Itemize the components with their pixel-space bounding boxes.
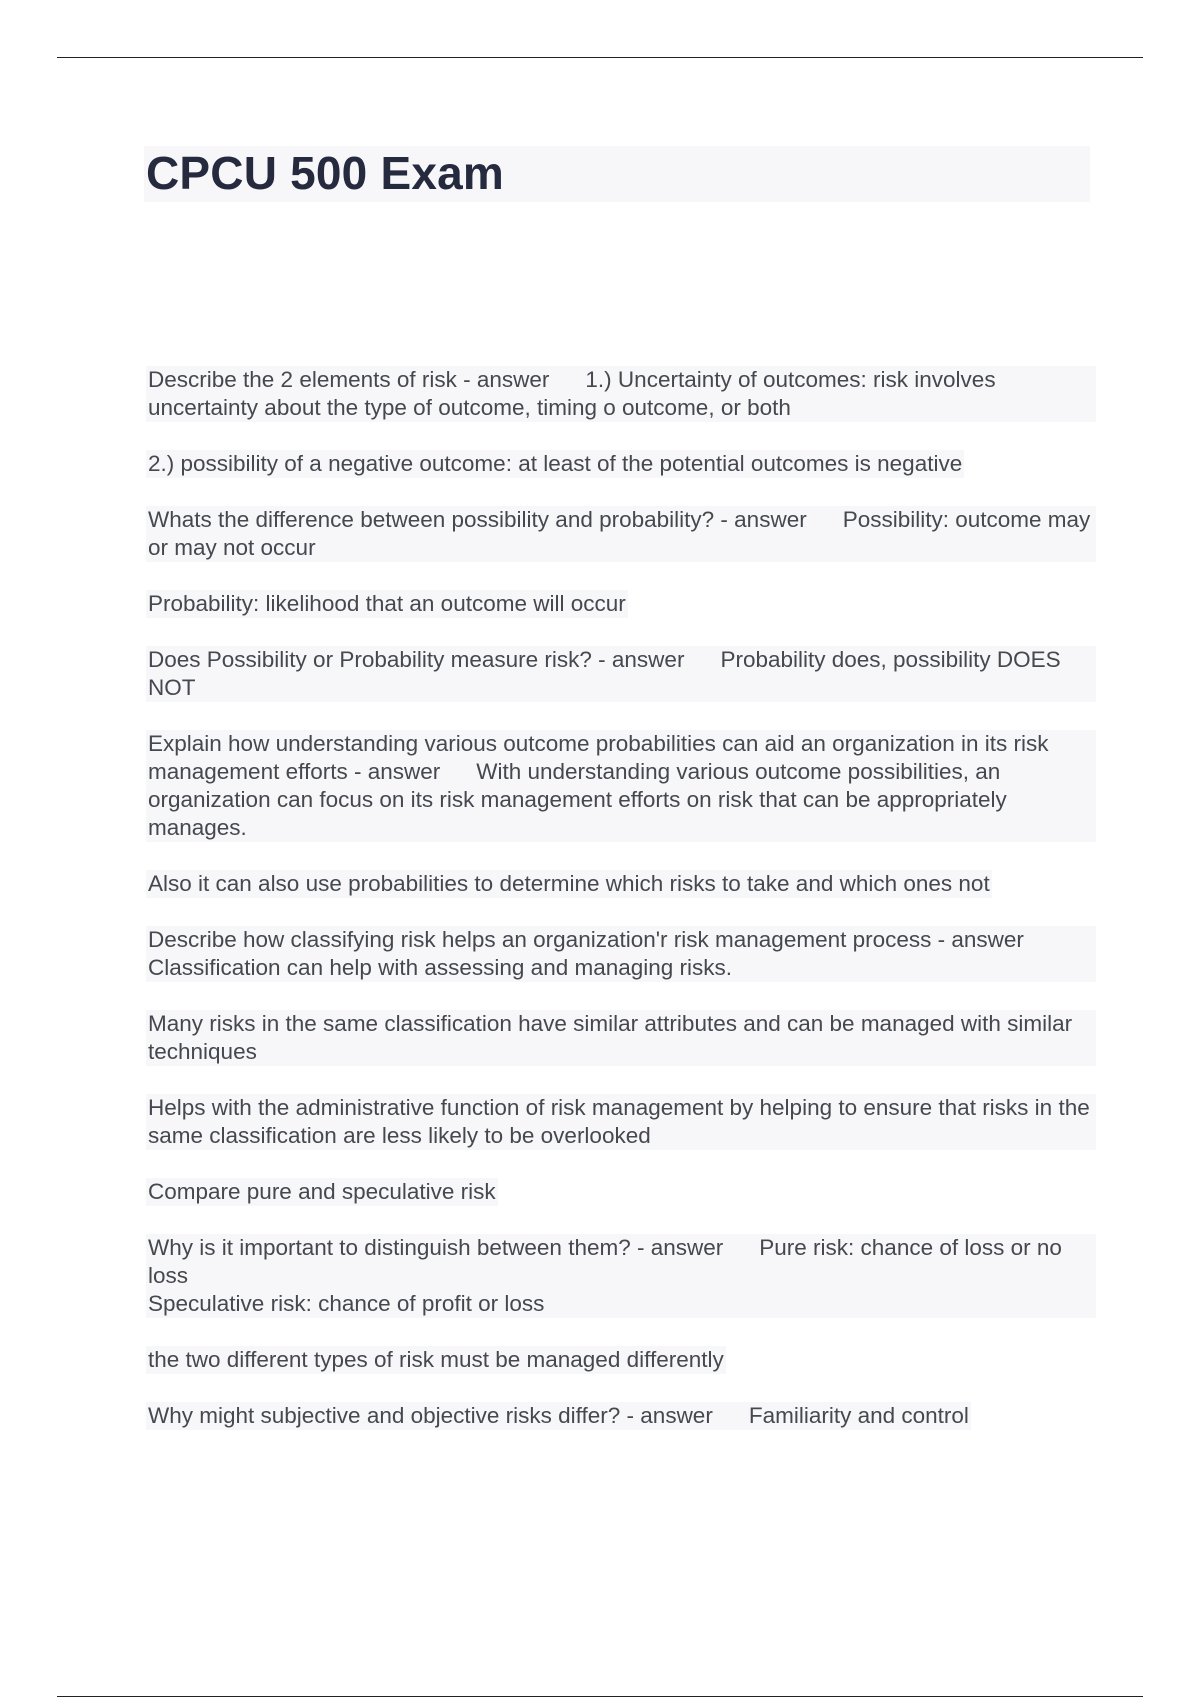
document-body — [146, 366, 1096, 1458]
question: Describe the 2 elements of risk - answer — [148, 367, 550, 392]
question: Why is it important to distinguish between them? - answer — [148, 1235, 724, 1260]
top-rule — [57, 57, 1143, 58]
question: Whats the difference between possibility and probability? - answer — [148, 507, 807, 532]
paragraph: Probability: likelihood that an outcome will occur — [148, 591, 626, 616]
answer: Familiarity and control — [748, 1403, 969, 1428]
paragraph: 2.) possibility of a negative outcome: at least of the potential outcomes is negative — [148, 451, 963, 476]
question: Does Possibility or Probability measure risk? - answer — [148, 647, 685, 672]
paragraph: Helps with the administrative function of risk management by helping to ensure that risks in the same classification are less likely to be overlooked — [146, 1094, 1096, 1150]
answer: Probability does, possibility DOES NOT — [148, 647, 1061, 700]
question: Explain how understanding various outcome probabilities can aid an organization in its risk management efforts - answer — [148, 731, 1049, 784]
paragraph: the two different types of risk must be managed differently — [148, 1347, 724, 1372]
qa-subjective-objective — [146, 1402, 971, 1430]
bottom-rule — [57, 1696, 1143, 1697]
answer: Pure risk: chance of loss or no loss — [148, 1235, 1062, 1288]
question: Why might subjective and objective risks differ? - answer — [148, 1403, 713, 1428]
qa-pure-speculative — [146, 1234, 1096, 1318]
qa-elements-of-risk — [146, 366, 1096, 422]
qa-possibility-probability — [146, 506, 1096, 562]
answer: With understanding various outcome possibilities, an organization can focus on its risk management efforts on risk that can be appropriately manages. — [148, 759, 1007, 840]
answer-continued: Speculative risk: chance of profit or loss — [148, 1291, 545, 1316]
qa-measure-risk — [146, 646, 1096, 702]
paragraph: Many risks in the same classification have similar attributes and can be managed with similar techniques — [146, 1010, 1096, 1066]
paragraph: Compare pure and speculative risk — [148, 1179, 496, 1204]
answer: 1.) Uncertainty of outcomes: risk involves uncertainty about the type of outcome, timing o outcome, or both — [148, 367, 996, 420]
page-title: CPCU 500 Exam — [146, 147, 504, 199]
qa-outcome-probabilities — [146, 730, 1096, 842]
question: Describe how classifying risk helps an organization'r risk management process - answer — [148, 927, 1024, 952]
qa-classifying-risk — [146, 926, 1096, 982]
answer: Classification can help with assessing and managing risks. — [148, 955, 733, 980]
answer: Possibility: outcome may or may not occur — [148, 507, 1091, 560]
paragraph: Also it can also use probabilities to determine which risks to take and which ones not — [148, 871, 990, 896]
